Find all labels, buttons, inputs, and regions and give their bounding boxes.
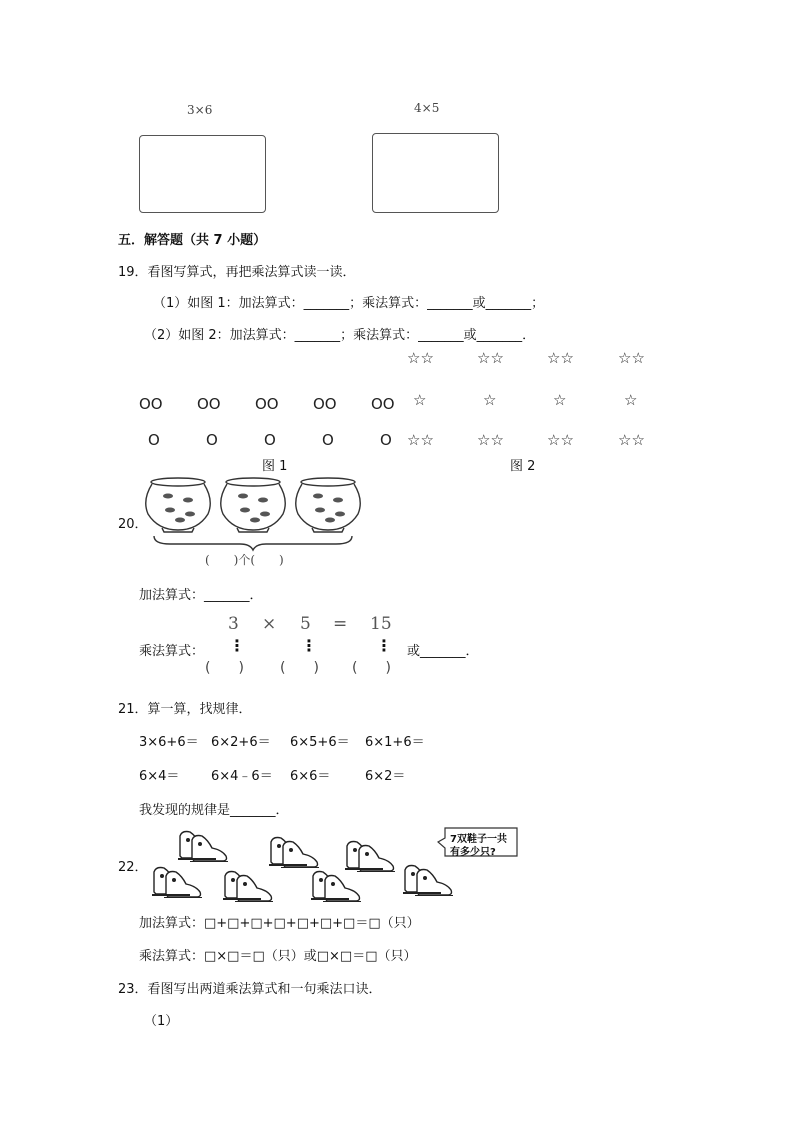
star-pair: ☆☆ xyxy=(407,349,434,367)
bubble-line-1: 7双鞋子一共 xyxy=(450,834,507,845)
paren-1: ( ) xyxy=(205,660,244,676)
star-pair: ☆☆ xyxy=(477,431,504,449)
ring-single: O xyxy=(264,431,276,449)
ring-pair: OO xyxy=(139,395,163,413)
q21-r1-c3: 6×5+6＝ xyxy=(290,735,350,750)
ring-pair: OO xyxy=(197,395,221,413)
fishbowl-3 xyxy=(296,478,361,532)
ring-pair: OO xyxy=(371,395,395,413)
star-pair: ☆☆ xyxy=(547,431,574,449)
star-pair: ☆☆ xyxy=(407,431,434,449)
q19-line2: （2）如图 2：加法算式：_______；乘法算式：_______或_______． xyxy=(144,328,536,343)
star-pair: ☆☆ xyxy=(618,431,645,449)
q22-number: 22． xyxy=(118,860,148,875)
box-label-right: 4×5 xyxy=(414,101,440,115)
section-title: 五．解答题（共 7 小题） xyxy=(118,233,267,248)
eq-op: × xyxy=(262,614,277,634)
ring-pair: OO xyxy=(255,395,279,413)
q21-stem: 21．算一算，找规律． xyxy=(118,702,252,717)
q20-mul-prefix: 乘法算式： xyxy=(139,644,205,659)
fishbowl-2 xyxy=(221,478,286,532)
ring-pair: OO xyxy=(313,395,337,413)
ring-single: O xyxy=(206,431,218,449)
fish-2 xyxy=(238,494,270,523)
q21-r2-c3: 6×6＝ xyxy=(290,769,331,784)
star-single: ☆ xyxy=(624,391,638,409)
figure-2-label: 图 2 xyxy=(510,459,536,474)
q21-r2-c2: 6×4﹣6＝ xyxy=(211,769,273,784)
fishbowl-1 xyxy=(146,478,211,532)
fish-3 xyxy=(313,494,345,523)
paren-2: ( ) xyxy=(280,660,319,676)
q23-sub1: （1） xyxy=(144,1014,179,1029)
eq-n1: 3 xyxy=(228,614,239,634)
star-pair: ☆☆ xyxy=(618,349,645,367)
dots-2: ⋮ xyxy=(301,636,317,655)
answer-box-left xyxy=(139,135,266,213)
q20-or-blank: 或_______． xyxy=(407,644,479,659)
brace-caption: ( )个( ) xyxy=(205,553,284,567)
q19-line1: （1）如图 1：加法算式：_______；乘法算式：_______或_______； xyxy=(153,296,545,311)
curly-brace xyxy=(154,536,352,550)
q22-add-line: 加法算式：□+□+□+□+□+□+□＝□（只） xyxy=(139,916,420,931)
star-pair: ☆☆ xyxy=(547,349,574,367)
shoe-pair xyxy=(267,832,323,868)
ring-single: O xyxy=(380,431,392,449)
paren-3: ( ) xyxy=(352,660,391,676)
shoe-pair xyxy=(150,862,206,898)
shoe-pair xyxy=(401,860,457,896)
star-single: ☆ xyxy=(553,391,567,409)
star-pair: ☆☆ xyxy=(477,349,504,367)
star-single: ☆ xyxy=(483,391,497,409)
q21-rule: 我发现的规律是_______． xyxy=(139,803,289,818)
q19-stem: 19．看图写算式，再把乘法算式读一读． xyxy=(118,265,356,280)
q20-add-line: 加法算式：_______． xyxy=(139,588,263,603)
q21-r1-c4: 6×1+6＝ xyxy=(365,735,425,750)
box-label-left: 3×6 xyxy=(187,103,213,117)
q21-r2-c1: 6×4＝ xyxy=(139,769,180,784)
dots-3: ⋮ xyxy=(376,636,392,655)
fishbowls-illustration xyxy=(140,474,365,554)
star-single: ☆ xyxy=(413,391,427,409)
q23-stem: 23．看图写出两道乘法算式和一句乘法口诀． xyxy=(118,982,382,997)
shoe-pair xyxy=(309,866,365,902)
q20-number: 20． xyxy=(118,517,148,532)
q22-mul-line: 乘法算式：□×□＝□（只）或□×□＝□（只） xyxy=(139,949,417,964)
eq-n3: 15 xyxy=(370,614,392,634)
ring-single: O xyxy=(322,431,334,449)
eq-n2: 5 xyxy=(300,614,311,634)
ring-single: O xyxy=(148,431,160,449)
fish-1 xyxy=(163,494,195,523)
q21-r1-c1: 3×6+6＝ xyxy=(139,735,199,750)
answer-box-right xyxy=(372,133,499,213)
dots-1: ⋮ xyxy=(229,636,245,655)
eq-eq: = xyxy=(333,614,348,634)
q21-r1-c2: 6×2+6＝ xyxy=(211,735,271,750)
shoe-pair xyxy=(176,826,232,862)
bubble-line-2: 有多少只? xyxy=(450,847,496,858)
q21-r2-c4: 6×2＝ xyxy=(365,769,406,784)
figure-1-label: 图 1 xyxy=(262,459,288,474)
shoe-pair xyxy=(221,866,277,902)
